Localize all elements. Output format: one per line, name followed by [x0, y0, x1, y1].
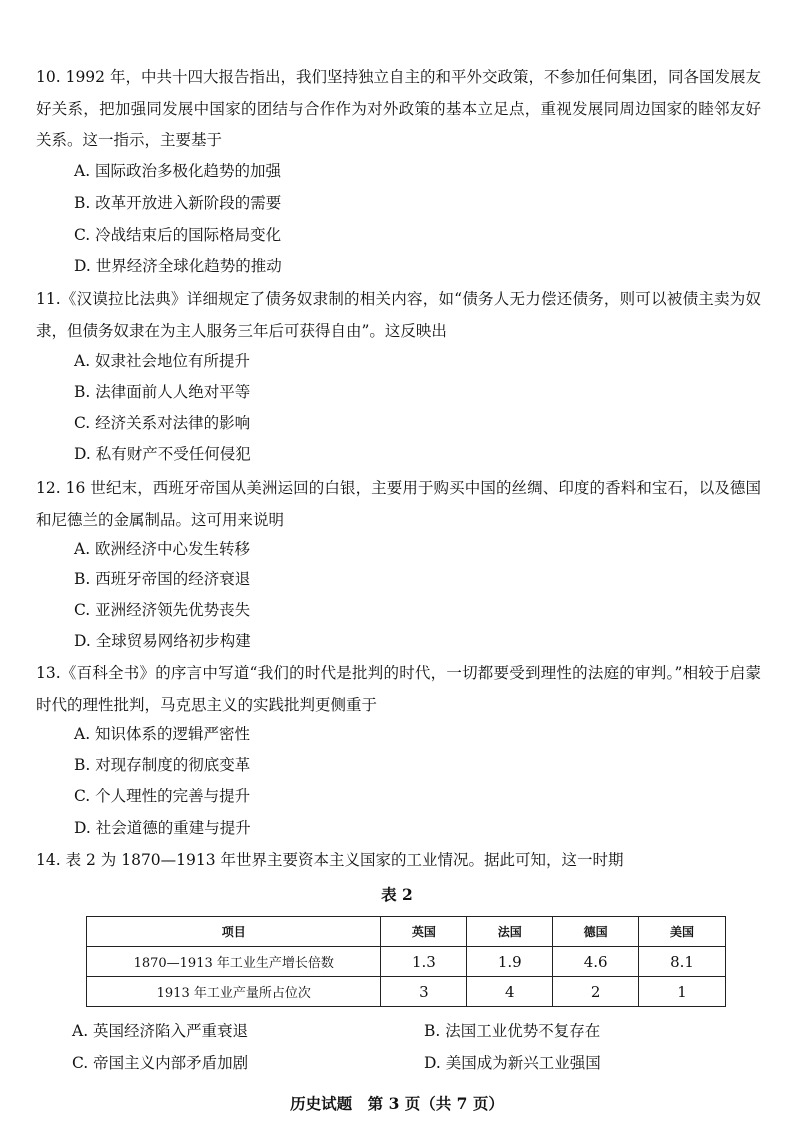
question-12-option-d: D. 全球贸易网络初步构建	[74, 632, 251, 650]
question-14-option-a: A. 英国经济陷入严重衰退	[72, 1022, 249, 1040]
table-header-cell: 德国	[553, 917, 639, 947]
industry-table	[86, 916, 726, 1007]
page-footer: 历史试题 第 3 页（共 7 页）	[290, 1094, 504, 1113]
table-row-label: 1870—1913 年工业生产增长倍数	[87, 947, 381, 977]
table-cell: 4	[467, 977, 553, 1007]
table-cell: 8.1	[639, 947, 726, 977]
table-row	[87, 977, 726, 1007]
table-row-label: 1913 年工业产量所占位次	[87, 977, 381, 1007]
table-caption: 表 2	[381, 885, 413, 904]
question-12-stem: 12. 16 世纪末，西班牙帝国从美洲运回的白银，主要用于购买中国的丝绸、印度的香料和宝石，以及德国和尼德兰的金属制品。这可用来说明	[36, 479, 761, 529]
table-cell: 2	[553, 977, 639, 1007]
table-header-cell: 项目	[87, 917, 381, 947]
question-13-option-a: A. 知识体系的逻辑严密性	[74, 725, 251, 743]
question-14-option-c: C. 帝国主义内部矛盾加剧	[72, 1054, 249, 1072]
table-cell: 3	[381, 977, 467, 1007]
question-10-option-d: D. 世界经济全球化趋势的推动	[74, 257, 282, 275]
question-13-option-c: C. 个人理性的完善与提升	[74, 787, 251, 805]
table-row	[87, 947, 726, 977]
question-13-stem: 13.《百科全书》的序言中写道“我们的时代是批判的时代，一切都要受到理性的法庭的审判。”相较于启蒙时代的理性批判，马克思主义的实践批判更侧重于	[36, 664, 761, 714]
table-header-row	[87, 917, 726, 947]
question-11-option-d: D. 私有财产不受任何侵犯	[74, 445, 251, 463]
question-10-option-a: A. 国际政治多极化趋势的加强	[74, 162, 282, 180]
question-10-stem: 10. 1992 年，中共十四大报告指出，我们坚持独立自主的和平外交政策，不参加任何集团，同各国发展友好关系，把加强同发展中国家的团结与合作作为对外政策的基本立足点，重视发展同周边国家的睦邻友好关系。这一指示，主要基于	[36, 68, 761, 149]
table-header-cell: 法国	[467, 917, 553, 947]
question-11-option-a: A. 奴隶社会地位有所提升	[74, 352, 251, 370]
question-12-option-b: B. 西班牙帝国的经济衰退	[74, 570, 251, 588]
table-cell: 4.6	[553, 947, 639, 977]
table-cell: 1.3	[381, 947, 467, 977]
table-header-cell: 美国	[639, 917, 726, 947]
question-14-stem: 14. 表 2 为 1870—1913 年世界主要资本主义国家的工业情况。据此可知，这一时期	[36, 851, 624, 869]
question-10-option-b: B. 改革开放进入新阶段的需要	[74, 194, 282, 212]
question-14-option-d: D. 美国成为新兴工业强国	[424, 1054, 601, 1072]
question-13-option-b: B. 对现存制度的彻底变革	[74, 756, 251, 774]
question-11-option-b: B. 法律面前人人绝对平等	[74, 383, 251, 401]
table-header-cell: 英国	[381, 917, 467, 947]
question-10-option-c: C. 冷战结束后的国际格局变化	[74, 226, 282, 244]
question-14-option-b: B. 法国工业优势不复存在	[424, 1022, 601, 1040]
question-13-option-d: D. 社会道德的重建与提升	[74, 819, 251, 837]
table-cell: 1	[639, 977, 726, 1007]
question-11-option-c: C. 经济关系对法律的影响	[74, 414, 251, 432]
question-11-stem: 11.《汉谟拉比法典》详细规定了债务奴隶制的相关内容，如“债务人无力偿还债务，则可以被债主卖为奴隶，但债务奴隶在为主人服务三年后可获得自由”。这反映出	[36, 290, 761, 340]
question-12-option-c: C. 亚洲经济领先优势丧失	[74, 601, 251, 619]
question-12-option-a: A. 欧洲经济中心发生转移	[74, 540, 251, 558]
table-cell: 1.9	[467, 947, 553, 977]
